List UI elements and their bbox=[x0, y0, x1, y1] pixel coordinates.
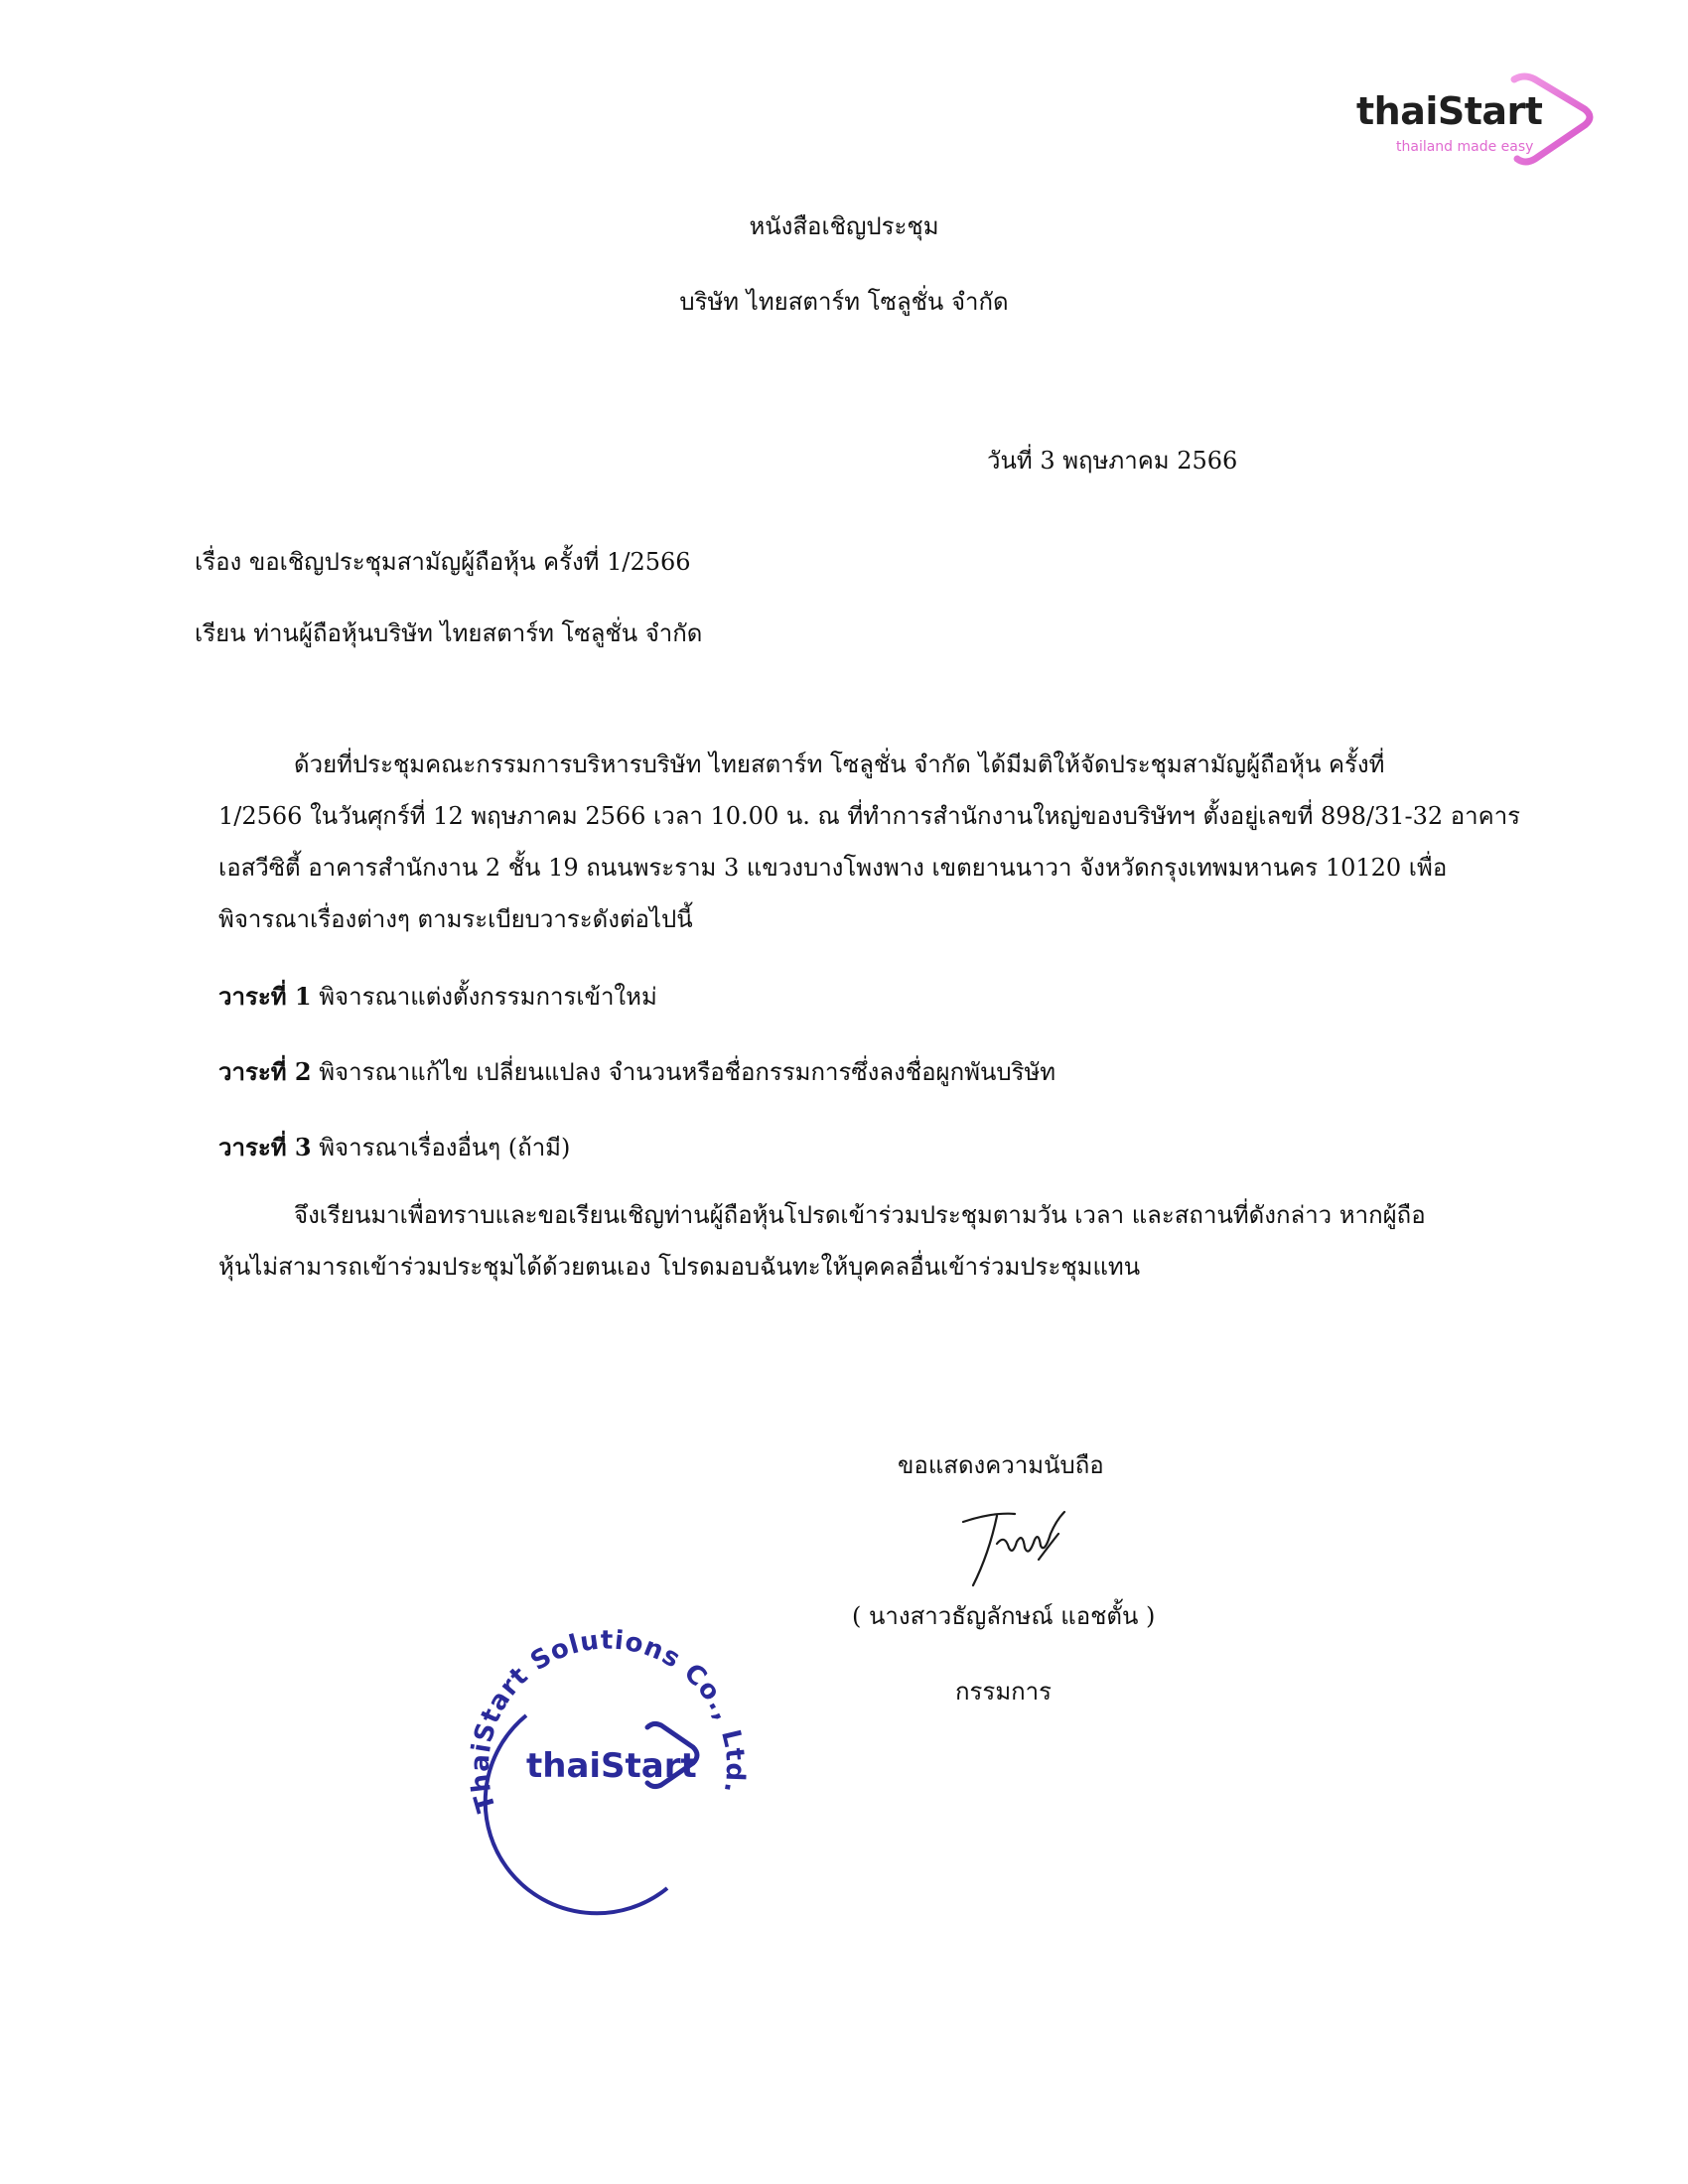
agenda-item-3 bbox=[218, 1128, 570, 1166]
subject-line: เรื่อง ขอเชิญประชุมสามัญผู้ถือหุ้น ครั้งที่ 1/2566 bbox=[195, 548, 691, 576]
paragraph-line: จึงเรียนมาเพื่อทราบและขอเรียนเชิญท่านผู้ถือหุ้นโปรดเข้าร่วมประชุมตามวัน เวลา และสถานที่ดังกล่าว หากผู้ถือ bbox=[294, 1201, 1426, 1229]
agenda-text: พิจารณาแต่งตั้งกรรมการเข้าใหม่ bbox=[311, 983, 657, 1011]
agenda-text: พิจารณาเรื่องอื่นๆ (ถ้ามี) bbox=[311, 1134, 571, 1161]
agenda-item-1 bbox=[218, 977, 657, 1016]
company-logo bbox=[1350, 68, 1599, 187]
agenda-label: วาระที่ 1 bbox=[218, 982, 312, 1011]
recipient-line: เรียน ท่านผู้ถือหุ้นบริษัท ไทยสตาร์ท โซลูชั่น จำกัด bbox=[195, 619, 703, 647]
logo-wordmark: thaiStart bbox=[1356, 89, 1543, 133]
svg-text:ThaiStart Solutions Co., Ltd.: ThaiStart Solutions Co., Ltd. bbox=[465, 1625, 751, 1816]
handwritten-signature bbox=[953, 1504, 1082, 1593]
agenda-text: พิจารณาแก้ไข เปลี่ยนแปลง จำนวนหรือชื่อกรรมการซึ่งลงชื่อผูกพันบริษัท bbox=[311, 1058, 1056, 1086]
signature-icon bbox=[953, 1504, 1082, 1593]
paragraph-line: พิจารณาเรื่องต่างๆ ตามระเบียบวาระดังต่อไปนี้ bbox=[218, 905, 693, 933]
letter-date: วันที่ 3 พฤษภาคม 2566 bbox=[987, 447, 1238, 475]
signer-name: ( นางสาวธัญลักษณ์ แอชตั้น ) bbox=[852, 1602, 1156, 1630]
paragraph-line: หุ้นไม่สามารถเข้าร่วมประชุมได้ด้วยตนเอง โปรดมอบฉันทะให้บุคคลอื่นเข้าร่วมประชุมแทน bbox=[218, 1253, 1141, 1281]
company-name: บริษัท ไทยสตาร์ท โซลูชั่น จำกัด bbox=[679, 288, 1009, 316]
paragraph-line: 1/2566 ในวันศุกร์ที่ 12 พฤษภาคม 2566 เวลา 10.00 น. ณ ที่ทำการสำนักงานใหญ่ของบริษัทฯ ตั้งอยู่เลขที่ 898/31-32 อาคาร bbox=[218, 802, 1521, 830]
stamp-seal-icon bbox=[449, 1598, 776, 1926]
closing-salutation: ขอแสดงความนับถือ bbox=[898, 1451, 1104, 1479]
paragraph-line: ด้วยที่ประชุมคณะกรรมการบริหารบริษัท ไทยสตาร์ท โซลูชั่น จำกัด ได้มีมติให้จัดประชุมสามัญผู้ถือหุ้น ครั้งที่ bbox=[294, 751, 1385, 778]
signer-position: กรรมการ bbox=[955, 1678, 1053, 1706]
agenda-label: วาระที่ 2 bbox=[218, 1057, 312, 1086]
document-title: หนังสือเชิญประชุม bbox=[749, 212, 939, 240]
body-paragraph-2 bbox=[218, 1189, 1470, 1293]
company-stamp bbox=[449, 1598, 776, 1926]
svg-text:thaiStart: thaiStart bbox=[526, 1746, 697, 1786]
paragraph-line: เอสวีซิตี้ อาคารสำนักงาน 2 ชั้น 19 ถนนพระราม 3 แขวงบางโพงพาง เขตยานนาวา จังหวัดกรุงเทพมหานคร 10120 เพื่อ bbox=[218, 854, 1448, 882]
logo-tagline: thailand made easy bbox=[1396, 139, 1534, 155]
agenda-label: วาระที่ 3 bbox=[218, 1133, 312, 1161]
body-paragraph-1 bbox=[218, 739, 1521, 945]
agenda-item-2 bbox=[218, 1052, 1055, 1091]
